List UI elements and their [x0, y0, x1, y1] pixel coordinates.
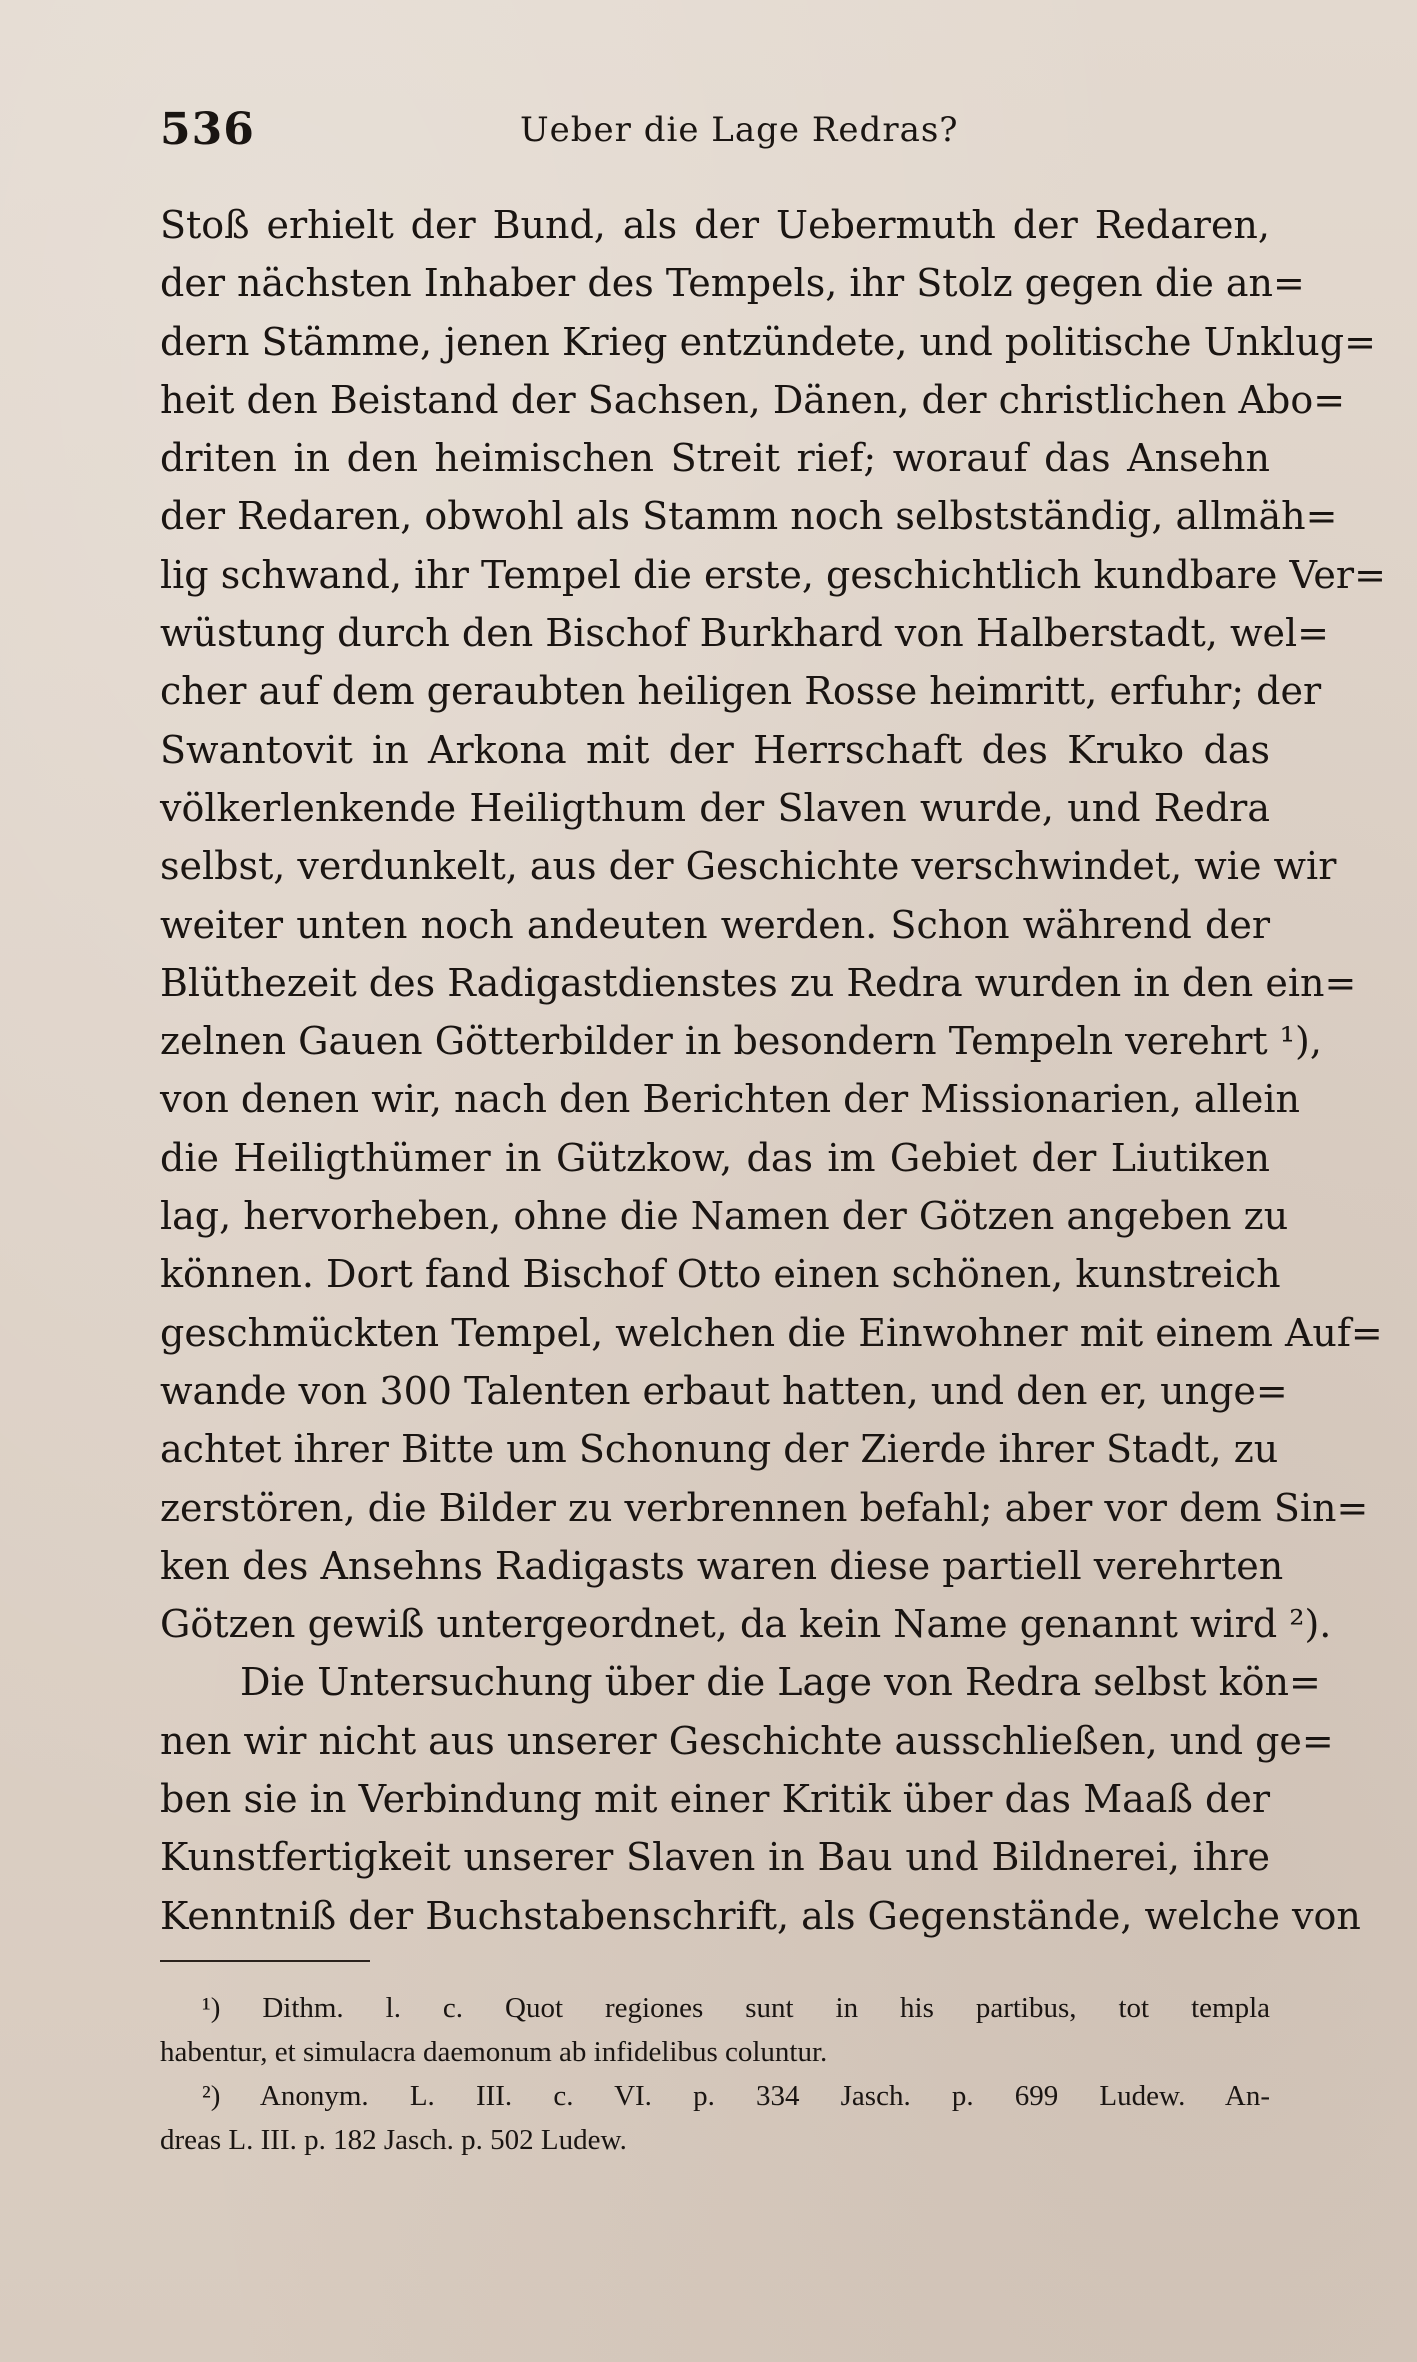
text-line: völkerlenkende Heiligthum der Slaven wurde, und Redra	[160, 785, 1270, 830]
text-line: heit den Beistand der Sachsen, Dänen, der christlichen Abo=	[160, 377, 1346, 422]
text-line: können. Dort fand Bischof Otto einen schönen, kunstreich	[160, 1252, 1281, 1297]
text-line: achtet ihrer Bitte um Schonung der Zierde ihrer Stadt, zu	[160, 1427, 1279, 1472]
text-line: dern Stämme, jenen Krieg entzündete, und politische Unklug=	[160, 319, 1376, 364]
footnote-line: dreas L. III. p. 182 Jasch. p. 502 Ludew.	[160, 2124, 627, 2156]
text-line: Kenntniß der Buchstabenschrift, als Gegenstände, welche von	[160, 1893, 1361, 1938]
text-line: der Redaren, obwohl als Stamm noch selbstständig, allmäh=	[160, 494, 1338, 539]
text-line: Stoß erhielt der Bund, als der Uebermuth der Redaren,	[160, 203, 1270, 247]
footnote-line: habentur, et simulacra daemonum ab infidelibus coluntur.	[160, 2036, 828, 2068]
text-line: zerstören, die Bilder zu verbrennen befahl; aber vor dem Sin=	[160, 1485, 1369, 1530]
text-line: geschmückten Tempel, welchen die Einwohner mit einem Auf=	[160, 1310, 1383, 1355]
text-line: nen wir nicht aus unserer Geschichte ausschließen, und ge=	[160, 1718, 1334, 1763]
running-head: Ueber die Lage Redras?	[520, 110, 959, 150]
footnote-line: ²) Anonym. L. III. c. VI. p. 334 Jasch. p. 699 Ludew. An-	[202, 2080, 1270, 2112]
text-line: Swantovit in Arkona mit der Herrschaft des Kruko das	[160, 727, 1270, 772]
text-line: driten in den heimischen Streit rief; worauf das Ansehn	[160, 436, 1270, 481]
text-line: Götzen gewiß untergeordnet, da kein Name genannt wird ²).	[160, 1602, 1332, 1647]
footnotes	[160, 1986, 1270, 2162]
text-line: weiter unten noch andeuten werden. Schon während der	[160, 902, 1270, 947]
footnote-line: ¹) Dithm. l. c. Quot regiones sunt in his partibus, tot templa	[202, 1992, 1270, 2024]
text-line: zelnen Gauen Götterbilder in besondern Tempeln verehrt ¹),	[160, 1019, 1322, 1064]
footnote-divider	[160, 1960, 370, 1962]
text-line: lig schwand, ihr Tempel die erste, geschichtlich kundbare Ver=	[160, 552, 1386, 597]
text-line: ken des Ansehns Radigasts waren diese partiell verehrten	[160, 1543, 1284, 1588]
text-line: cher auf dem geraubten heiligen Rosse heimritt, erfuhr; der	[160, 669, 1322, 714]
text-line: lag, hervorheben, ohne die Namen der Götzen angeben zu	[160, 1194, 1289, 1239]
page-number: 536	[160, 104, 255, 155]
text-line: die Heiligthümer in Gützkow, das im Gebiet der Liutiken	[160, 1135, 1270, 1180]
text-line: wande von 300 Talenten erbaut hatten, und den er, unge=	[160, 1368, 1288, 1413]
body-text	[160, 196, 1386, 1945]
text-line: wüstung durch den Bischof Burkhard von Halberstadt, wel=	[160, 611, 1329, 656]
text-line: der nächsten Inhaber des Tempels, ihr Stolz gegen die an=	[160, 261, 1305, 306]
text-line: Kunstfertigkeit unserer Slaven in Bau und Bildnerei, ihre	[160, 1835, 1270, 1880]
text-line: von denen wir, nach den Berichten der Missionarien, allein	[160, 1077, 1300, 1122]
text-line: Blüthezeit des Radigastdienstes zu Redra wurden in den ein=	[160, 960, 1357, 1005]
text-line: selbst, verdunkelt, aus der Geschichte verschwindet, wie wir	[160, 844, 1337, 889]
text-line: ben sie in Verbindung mit einer Kritik über das Maaß der	[160, 1777, 1270, 1822]
paragraph-start-line: Die Untersuchung über die Lage von Redra selbst kön=	[240, 1660, 1321, 1705]
page-header	[160, 104, 1290, 174]
